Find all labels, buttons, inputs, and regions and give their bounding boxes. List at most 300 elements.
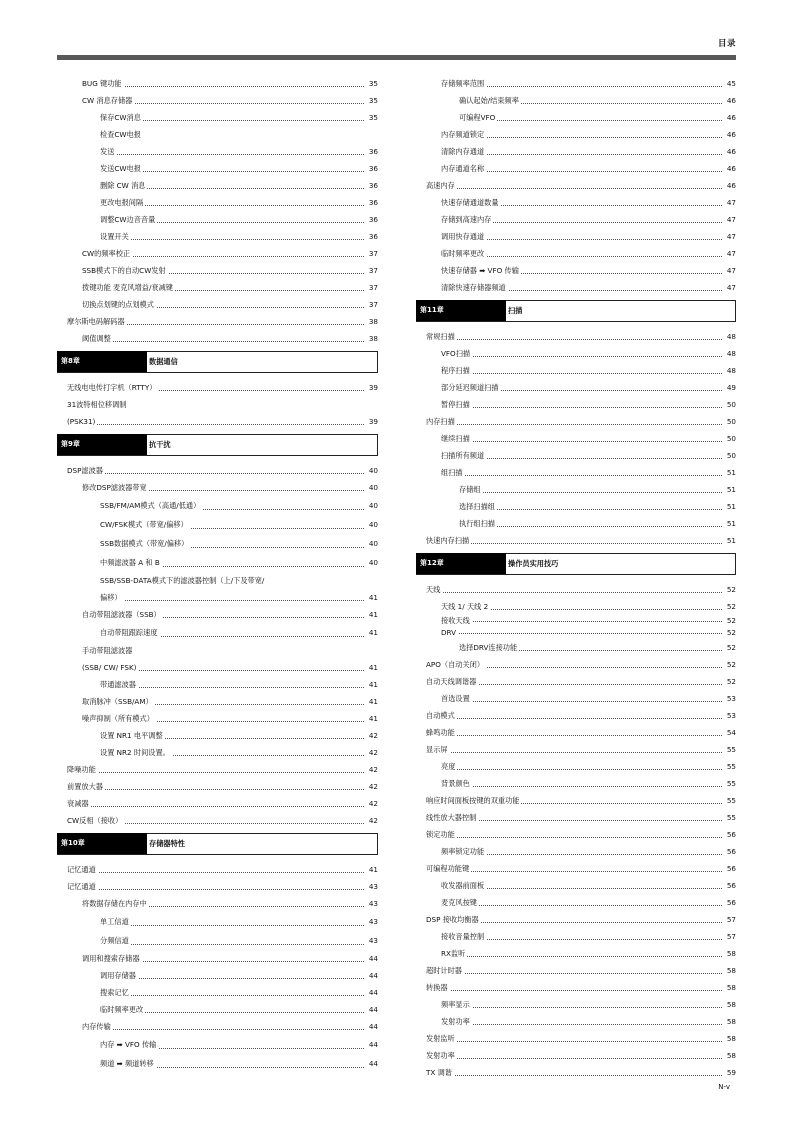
toc-entry[interactable] — [416, 724, 736, 741]
toc-entry-title: 自动天线调谐器 — [426, 673, 478, 690]
header-rule — [57, 55, 736, 60]
page-title: 目录 — [717, 39, 736, 49]
toc-entry[interactable] — [416, 379, 736, 396]
toc-entry[interactable] — [57, 676, 378, 693]
chapter-number: 第10章 — [57, 833, 147, 854]
toc-entry-title: 选择扫描组 — [459, 498, 497, 515]
toc-entry[interactable] — [57, 950, 378, 967]
toc-entry[interactable] — [57, 693, 378, 710]
toc-entry[interactable] — [416, 160, 736, 177]
toc-entry-title: 频道 ➡ 频道转移 — [100, 1054, 156, 1073]
toc-entry-title: CW反相（接收） — [67, 812, 124, 829]
toc-entry-title: 取消脉冲（SSB/AM） — [82, 693, 155, 710]
dot-leader — [426, 973, 722, 974]
toc-entry-title: 设置 NR1 电平调整 — [100, 727, 165, 744]
toc-entry[interactable] — [416, 860, 736, 877]
toc-entry-page: 46 — [726, 113, 736, 122]
toc-entry-page: 58 — [726, 1000, 736, 1009]
toc-entry-title: 响应时间面板按键的双重功能 — [426, 792, 521, 809]
toc-entry-title: 记忆通道 — [67, 878, 98, 895]
toc-entry[interactable] — [57, 589, 378, 606]
dot-leader — [459, 120, 722, 121]
toc-entry-title: APO（自动关闭） — [426, 656, 486, 673]
toc-entry-title: 亮度 — [441, 758, 457, 775]
toc-entry[interactable] — [416, 656, 736, 673]
toc-entry[interactable] — [57, 606, 378, 623]
dot-leader — [67, 872, 364, 873]
toc-entry[interactable] — [416, 775, 736, 792]
toc-entry-page: 43 — [368, 882, 378, 891]
toc-entry[interactable] — [57, 143, 378, 160]
chapter-number: 第9章 — [57, 434, 147, 455]
toc-entry[interactable] — [57, 109, 378, 126]
toc-entry-title: 存储频率范围 — [441, 75, 486, 92]
toc-entry[interactable] — [416, 639, 736, 656]
toc-entry-title: CW的频率校正 — [82, 245, 132, 262]
toc-entry-title: 选择DRV连接功能 — [459, 639, 519, 656]
dot-leader — [441, 786, 722, 787]
toc-entry[interactable] — [57, 126, 378, 143]
toc-entry-title: 自动带阻滤波器（SSB） — [82, 606, 163, 623]
toc-entry-title: 清除快速存储器频道 — [441, 279, 508, 296]
toc-entry[interactable] — [416, 126, 736, 143]
chapter-heading — [57, 351, 378, 373]
toc-entry-title: 存储组 — [459, 481, 483, 498]
toc-entry-page: 51 — [726, 502, 736, 511]
toc-entry[interactable] — [57, 330, 378, 347]
toc-entry[interactable] — [57, 279, 378, 296]
dot-leader — [82, 1029, 364, 1030]
chapter-title: 操作员实用技巧 — [508, 559, 559, 568]
toc-entry-title: 前置放大器 — [67, 778, 105, 795]
toc-entry-page: 54 — [726, 728, 736, 737]
toc-entry-title: 发送CW电报 — [100, 160, 143, 177]
toc-entry-title: 搜索记忆 — [100, 984, 131, 1001]
toc-entry-page: 55 — [726, 762, 736, 771]
toc-entry[interactable] — [57, 778, 378, 795]
toc-entry[interactable] — [57, 496, 378, 515]
toc-entry[interactable] — [57, 534, 378, 553]
toc-entry[interactable] — [57, 296, 378, 313]
toc-entry-title: 保存CW消息 — [100, 109, 143, 126]
toc-entry[interactable] — [57, 861, 378, 878]
toc-entry[interactable] — [416, 430, 736, 447]
dot-leader — [67, 473, 364, 474]
toc-entry-title: 背景颜色 — [441, 775, 472, 792]
toc-entry[interactable] — [416, 598, 736, 615]
toc-entry-title: RX监听 — [441, 945, 467, 962]
toc-entry-page: 44 — [368, 1005, 378, 1014]
toc-entry-title: 收发器前面板 — [441, 877, 486, 894]
toc-entry[interactable] — [416, 945, 736, 962]
toc-entry-page: 41 — [368, 610, 378, 619]
toc-entry-page: 52 — [726, 643, 736, 652]
dot-leader — [426, 990, 722, 991]
toc-entry-title: 首选设置 — [441, 690, 472, 707]
dot-leader — [441, 621, 722, 622]
toc-entry[interactable] — [416, 758, 736, 775]
toc-entry-page: 36 — [368, 215, 378, 224]
dot-leader — [67, 424, 364, 425]
toc-entry[interactable] — [57, 795, 378, 812]
toc-entry-title: 检查CW电报 — [100, 126, 143, 143]
toc-entry[interactable] — [57, 572, 378, 589]
toc-entry-page: 44 — [368, 954, 378, 963]
toc-entry[interactable] — [416, 690, 736, 707]
toc-entry-page: 52 — [726, 660, 736, 669]
toc-entry[interactable] — [57, 727, 378, 744]
toc-entry[interactable] — [416, 194, 736, 211]
toc-entry[interactable] — [57, 553, 378, 572]
toc-entry-title: 自动带阻跟踪速度 — [100, 623, 160, 642]
toc-entry-page: 50 — [726, 417, 736, 426]
toc-entry-title: 常规扫描 — [426, 328, 457, 345]
toc-entry-page: 47 — [726, 266, 736, 275]
toc-entry-title: 快速存储通道数量 — [441, 194, 501, 211]
toc-entry-page: 36 — [368, 147, 378, 156]
toc-entry-page: 35 — [368, 79, 378, 88]
toc-entry-page: 42 — [368, 799, 378, 808]
toc-entry[interactable] — [57, 379, 378, 396]
dot-leader — [67, 806, 364, 807]
dot-leader — [441, 905, 722, 906]
toc-entry[interactable] — [57, 659, 378, 676]
toc-entry-page: 56 — [726, 847, 736, 856]
toc-entry[interactable] — [416, 396, 736, 413]
toc-entry[interactable] — [416, 581, 736, 598]
toc-entry-title: 接收音量控制 — [441, 928, 486, 945]
toc-entry-title: 频率显示 — [441, 996, 472, 1013]
toc-entry-page: 40 — [368, 483, 378, 492]
toc-entry-title: 更改电报间隔 — [100, 194, 145, 211]
toc-entry-title: 内存 ➡ VFO 传输 — [100, 1035, 158, 1054]
toc-entry[interactable] — [57, 211, 378, 228]
toc-entry-page: 52 — [726, 585, 736, 594]
toc-entry[interactable] — [416, 894, 736, 911]
toc-entry-title: 临时频率更改 — [100, 1001, 145, 1018]
toc-entry[interactable] — [57, 761, 378, 778]
toc-entry-title: 记忆通道 — [67, 861, 98, 878]
toc-entry[interactable] — [416, 143, 736, 160]
toc-entry-title: 内存扫描 — [426, 413, 457, 430]
toc-entry-title: 接收天线 — [441, 616, 470, 625]
chapter-heading — [57, 434, 378, 456]
toc-entry[interactable] — [57, 710, 378, 727]
toc-entry[interactable] — [416, 673, 736, 690]
toc-entry-title: 超时计时器 — [426, 962, 464, 979]
dot-leader — [426, 837, 722, 838]
toc-entry[interactable] — [57, 878, 378, 895]
dot-leader — [426, 1058, 722, 1059]
toc-entry-title: 修改DSP滤波器带宽 — [82, 479, 149, 496]
toc-entry-page: 43 — [368, 936, 378, 945]
toc-entry-page: 38 — [368, 317, 378, 326]
toc-entry[interactable] — [416, 979, 736, 996]
toc-entry[interactable] — [416, 627, 736, 639]
toc-left-column — [57, 75, 378, 1073]
toc-entry-page: 37 — [368, 249, 378, 258]
toc-entry-page: 47 — [726, 198, 736, 207]
toc-entry-page: 41 — [368, 593, 378, 602]
toc-entry-title: SSB模式下的自动CW发射 — [82, 262, 168, 279]
toc-entry-title: 将数据存储在内存中 — [82, 895, 149, 912]
toc-entry-page: 42 — [368, 782, 378, 791]
toc-entry-page: 35 — [368, 96, 378, 105]
toc-entry-title: 线性放大器控制 — [426, 809, 478, 826]
dot-leader — [100, 154, 364, 155]
toc-entry[interactable] — [57, 75, 378, 92]
toc-entry-page: 42 — [368, 765, 378, 774]
toc-entry[interactable] — [57, 744, 378, 761]
toc-entry-title: 无线电电传打字机（RTTY） — [67, 379, 158, 396]
toc-entry-page: 41 — [368, 628, 378, 637]
toc-entry-page: 55 — [726, 745, 736, 754]
toc-entry[interactable] — [416, 92, 736, 109]
toc-entry[interactable] — [416, 211, 736, 228]
toc-entry-page: 41 — [368, 714, 378, 723]
toc-entry-title: 自动模式 — [426, 707, 457, 724]
toc-entry[interactable] — [416, 447, 736, 464]
toc-entry[interactable] — [416, 928, 736, 945]
toc-entry-page: 52 — [726, 628, 736, 637]
dot-leader — [426, 188, 722, 189]
toc-entry[interactable] — [416, 362, 736, 379]
toc-entry[interactable] — [57, 967, 378, 984]
toc-entry[interactable] — [57, 895, 378, 912]
chapter-number: 第12章 — [416, 553, 506, 574]
toc-entry[interactable] — [416, 792, 736, 809]
dot-leader — [441, 441, 722, 442]
toc-entry[interactable] — [416, 1064, 736, 1081]
toc-entry-page: 57 — [726, 915, 736, 924]
toc-entry-title: 部分延迟频道扫描 — [441, 379, 501, 396]
toc-entry-page: 42 — [368, 748, 378, 757]
toc-entry[interactable] — [416, 707, 736, 724]
toc-entry[interactable] — [416, 245, 736, 262]
toc-entry-page: 56 — [726, 864, 736, 873]
toc-entry-title: 调用和搜索存储器 — [82, 950, 142, 967]
toc-entry-title: 确认起始/结束频率 — [459, 92, 521, 109]
toc-entry-page: 46 — [726, 130, 736, 139]
toc-entry-page: 38 — [368, 334, 378, 343]
toc-entry-title: 组扫描 — [441, 464, 465, 481]
toc-entry[interactable] — [57, 931, 378, 950]
dot-leader — [67, 789, 364, 790]
toc-entry[interactable] — [416, 345, 736, 362]
dot-leader — [441, 1024, 722, 1025]
toc-entry[interactable] — [416, 1047, 736, 1064]
toc-entry[interactable] — [416, 532, 736, 549]
toc-entry-title: 手动带阻滤波器 — [82, 642, 134, 659]
toc-entry[interactable] — [57, 92, 378, 109]
toc-entry-page: 43 — [368, 899, 378, 908]
toc-entry-title: 带通滤波器 — [100, 676, 138, 693]
toc-entry[interactable] — [57, 479, 378, 496]
toc-entry[interactable] — [416, 996, 736, 1013]
dot-leader — [459, 492, 722, 493]
toc-entry[interactable] — [416, 741, 736, 758]
toc-entry-title: 发射功率 — [441, 1013, 472, 1030]
dot-leader — [82, 86, 364, 87]
toc-entry[interactable] — [57, 812, 378, 829]
toc-entry[interactable] — [416, 911, 736, 928]
toc-entry[interactable] — [416, 877, 736, 894]
toc-entry[interactable] — [416, 826, 736, 843]
toc-entry-page: 51 — [726, 536, 736, 545]
toc-entry[interactable] — [57, 623, 378, 642]
toc-entry-title: 显示屏 — [426, 741, 450, 758]
dot-leader — [459, 509, 722, 510]
toc-entry-page: 37 — [368, 300, 378, 309]
toc-entry-page: 44 — [368, 1059, 378, 1068]
toc-entry-title: 天线 1/ 天线 2 — [441, 598, 490, 615]
toc-entry[interactable] — [57, 228, 378, 245]
toc-entry[interactable] — [57, 642, 378, 659]
toc-entry[interactable] — [57, 413, 378, 430]
toc-entry-page: 44 — [368, 1040, 378, 1049]
toc-entry[interactable] — [57, 462, 378, 479]
toc-entry-page: 48 — [726, 349, 736, 358]
toc-entry[interactable] — [416, 615, 736, 627]
toc-entry-title: BUG 键功能 — [82, 75, 124, 92]
toc-entry-title: 噪声抑制（所有模式） — [82, 710, 156, 727]
toc-entry[interactable] — [416, 809, 736, 826]
toc-entry[interactable] — [416, 279, 736, 296]
dot-leader — [100, 239, 364, 240]
toc-entry[interactable] — [416, 843, 736, 860]
toc-entry-page: 51 — [726, 519, 736, 528]
dot-leader — [441, 769, 722, 770]
toc-entry-title: SSB/FM/AM模式（高通/低通） — [100, 496, 202, 515]
toc-entry-page: 36 — [368, 198, 378, 207]
toc-entry-title: 蜂鸣功能 — [426, 724, 457, 741]
toc-entry-page: 40 — [368, 466, 378, 475]
toc-entry[interactable] — [416, 1030, 736, 1047]
toc-entry-title: 高速内存 — [426, 177, 457, 194]
toc-entry-page: 41 — [368, 697, 378, 706]
toc-entry-title: 衰减器 — [67, 795, 91, 812]
toc-entry-title: 快速内存扫描 — [426, 532, 471, 549]
toc-entry-title: TX 调谐 — [426, 1064, 454, 1081]
toc-entry[interactable] — [57, 515, 378, 534]
toc-entry-page: 37 — [368, 266, 378, 275]
toc-entry-page: 51 — [726, 485, 736, 494]
toc-entry-title: 执行组扫描 — [459, 515, 497, 532]
toc-entry-title: VFO扫描 — [441, 345, 472, 362]
toc-entry[interactable] — [416, 328, 736, 345]
dot-leader — [100, 925, 364, 926]
toc-entry-page: 52 — [726, 677, 736, 686]
chapter-number: 第11章 — [416, 300, 506, 321]
dot-leader — [426, 592, 722, 593]
dot-leader — [426, 1041, 722, 1042]
toc-entry[interactable] — [57, 262, 378, 279]
toc-entry-page: 58 — [726, 1051, 736, 1060]
toc-entry-title: 单工信道 — [100, 912, 131, 931]
toc-entry[interactable] — [57, 1001, 378, 1018]
toc-entry-page: 49 — [726, 383, 736, 392]
toc-entry-title: SSB/SSB-DATA模式下的滤波器控制（上/下及带宽/ — [100, 572, 266, 589]
toc-right-column — [416, 75, 736, 1081]
toc-entry-title: 锁定功能 — [426, 826, 457, 843]
toc-entry-title: 可编程功能键 — [426, 860, 471, 877]
toc-entry-title: 存储到高速内存 — [441, 211, 493, 228]
toc-entry-page: 47 — [726, 232, 736, 241]
toc-entry-title: 调整CW边音音量 — [100, 211, 157, 228]
toc-entry[interactable] — [416, 498, 736, 515]
toc-entry[interactable] — [57, 245, 378, 262]
dot-leader — [100, 995, 364, 996]
toc-entry-page: 35 — [368, 113, 378, 122]
toc-entry-page: 47 — [726, 215, 736, 224]
toc-entry[interactable] — [416, 1013, 736, 1030]
toc-entry[interactable] — [416, 228, 736, 245]
toc-entry[interactable] — [416, 464, 736, 481]
toc-entry[interactable] — [57, 1035, 378, 1054]
toc-entry[interactable] — [57, 160, 378, 177]
toc-entry[interactable] — [416, 109, 736, 126]
toc-entry[interactable] — [57, 313, 378, 330]
toc-entry-page: 46 — [726, 181, 736, 190]
chapter-number: 第8章 — [57, 351, 147, 372]
toc-entry[interactable] — [57, 912, 378, 931]
toc-entry-page: 39 — [368, 383, 378, 392]
toc-entry-page: 39 — [368, 417, 378, 426]
toc-entry[interactable] — [416, 413, 736, 430]
toc-entry-page: 57 — [726, 932, 736, 941]
toc-entry-title: (SSB/ CW/ FSK) — [82, 659, 139, 676]
toc-entry-title: 快速存储器 ➡ VFO 传输 — [441, 262, 521, 279]
toc-entry[interactable] — [416, 962, 736, 979]
toc-entry[interactable] — [57, 177, 378, 194]
toc-entry-page: 47 — [726, 283, 736, 292]
toc-entry[interactable] — [416, 177, 736, 194]
toc-entry[interactable] — [416, 481, 736, 498]
toc-entry-page: 58 — [726, 1034, 736, 1043]
toc-entry-page: 42 — [368, 731, 378, 740]
toc-entry-title: 频率锁定功能 — [441, 843, 486, 860]
dot-leader — [67, 772, 364, 773]
toc-entry[interactable] — [416, 75, 736, 92]
chapter-heading — [416, 553, 736, 575]
toc-entry[interactable] — [57, 194, 378, 211]
dot-leader — [426, 1075, 722, 1076]
toc-entry-title: 转换器 — [426, 979, 450, 996]
dot-leader — [82, 341, 364, 342]
toc-entry[interactable] — [416, 262, 736, 279]
toc-entry-title: DRV — [441, 628, 457, 637]
toc-entry-page: 40 — [368, 501, 378, 510]
toc-entry-title: 31波特相位移调制 — [67, 396, 128, 413]
chapter-title: 存储器特性 — [149, 839, 185, 848]
toc-entry-title: 临时频率更改 — [441, 245, 486, 262]
toc-entry-title: 可编程VFO — [459, 109, 497, 126]
toc-entry-page: 47 — [726, 249, 736, 258]
toc-entry-title: 发射功率 — [426, 1047, 457, 1064]
dot-leader — [100, 687, 364, 688]
toc-entry[interactable] — [57, 1054, 378, 1073]
toc-entry[interactable] — [416, 515, 736, 532]
chapter-title: 数据通信 — [149, 357, 178, 366]
toc-entry[interactable] — [57, 1018, 378, 1035]
toc-entry-title: DSP滤波器 — [67, 462, 105, 479]
toc-entry-title: 降噪功能 — [67, 761, 98, 778]
toc-entry-page: 43 — [368, 917, 378, 926]
dot-leader — [67, 889, 364, 890]
toc-entry[interactable] — [57, 396, 378, 413]
toc-entry[interactable] — [57, 984, 378, 1001]
toc-entry-title: 摩尔斯电码解码器 — [67, 313, 127, 330]
